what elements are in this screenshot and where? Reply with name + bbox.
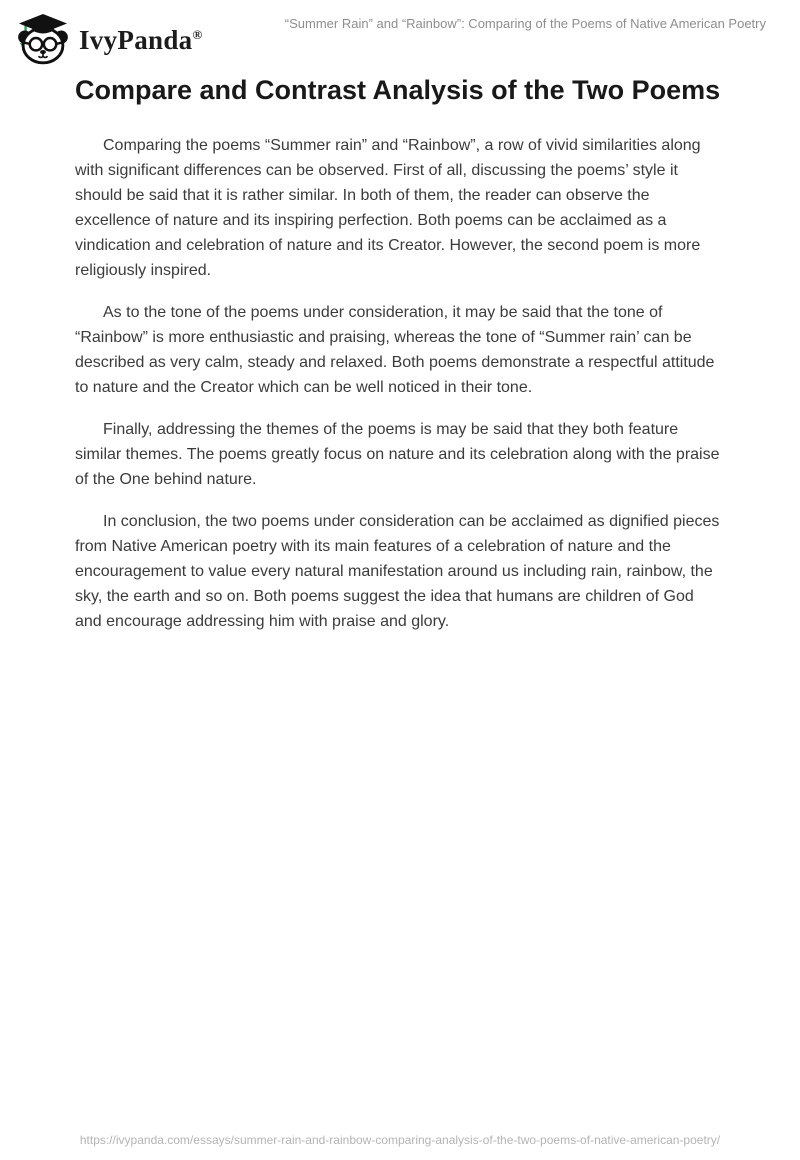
article-paragraph: In conclusion, the two poems under consideration can be acclaimed as dignified pieces from Native American poetry with its main features of a celebration of nature and the encouragement to value every natural manifestation around us including rain, rainbow, the sky, the earth and so on. Both poems suggest the idea that humans are children of God and encourage addressing him with praise and glory. (75, 513, 720, 630)
page-header (14, 8, 766, 67)
article-paragraph: Comparing the poems “Summer rain” and “Rainbow”, a row of vivid similarities along with significant differences can be observed. First of all, discussing the poems’ style it should be said that it is rather similar. In both of them, the reader can observe the excellence of nature and its inspiring perfection. Both poems can be acclaimed as a vindication and celebration of nature and its Creator. However, the second poem is more religiously inspired. (75, 137, 701, 279)
panda-graduate-icon (14, 11, 72, 65)
document-title-header: “Summer Rain” and “Rainbow”: Comparing of the Poems of Native American Poetry (284, 16, 766, 31)
page-footer (0, 1133, 800, 1147)
ivypanda-logo-text (79, 8, 202, 67)
article-paragraph: As to the tone of the poems under consideration, it may be said that the tone of “Rainbow” is more enthusiastic and praising, whereas the tone of “Summer rain’ can be described as very calm, steady and relaxed. Both poems demonstrate a respectful attitude to nature and the Creator which can be well noticed in their tone. (75, 304, 715, 396)
ivypanda-brand (14, 8, 202, 67)
page-title: Compare and Contrast Analysis of the Two Poems (75, 75, 721, 105)
logo-wordmark: IvyPanda (79, 25, 193, 55)
registered-trademark-symbol: ® (192, 27, 203, 42)
article-paragraph: Finally, addressing the themes of the poems is may be said that they both feature similar themes. The poems greatly focus on nature and its celebration along with the praise of the One behind nature. (75, 421, 720, 488)
article-content (75, 71, 721, 651)
source-url[interactable]: https://ivypanda.com/essays/summer-rain-and-rainbow-comparing-analysis-of-the-two-poems-of-native-american-poetry/ (79, 1133, 721, 1147)
